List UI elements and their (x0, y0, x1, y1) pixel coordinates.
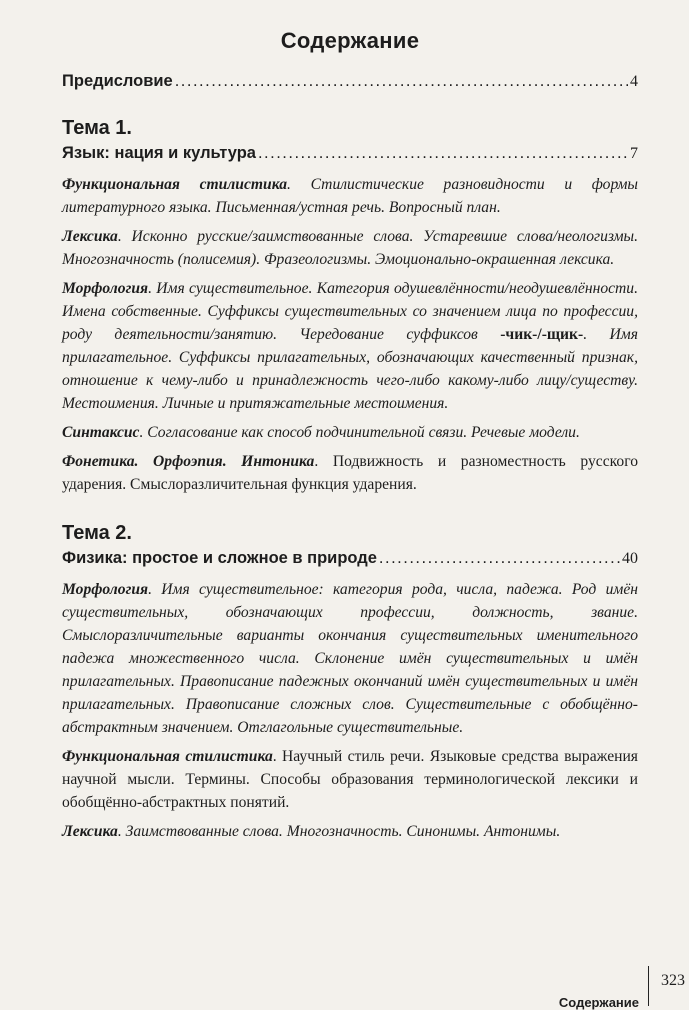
toc-entry-page: 40 (622, 550, 638, 567)
toc-entry-label: Физика: простое и сложное в природе (62, 549, 377, 567)
section-head: Функциональная стилистика (62, 176, 288, 193)
section-text: . Согласование как способ подчинительной связи. Речевые модели. (139, 424, 580, 441)
toc-entry-preface (62, 72, 638, 91)
section-text: . Научный стиль речи. Языковые средства выражения научной мысли. Термины. Способы образования терминологической лексики и обобщённо-абстрактных понятий. (62, 748, 638, 811)
section-text: . Исконно русские/заимствованные слова. Устаревшие слова/неологизмы. Многозначность (полисемия). Фразеологизмы. Эмоционально-окрашенная лексика. (62, 228, 638, 268)
theme-1-section-syntax (62, 421, 638, 444)
toc-entry-theme-1 (62, 144, 638, 163)
footer-divider (648, 966, 649, 1006)
theme-2-heading: Тема 2. (62, 522, 132, 544)
section-head: Лексика (62, 228, 118, 245)
toc-entry-page: 7 (630, 145, 638, 162)
theme-1-section-morphology (62, 277, 638, 415)
theme-1-section-lexicon (62, 225, 638, 271)
toc-content (62, 28, 638, 843)
theme-2-section-stylistics (62, 745, 638, 814)
running-footer-label: Содержание (558, 995, 639, 1010)
section-head: Синтаксис (62, 424, 140, 441)
theme-2-section-lexicon (62, 820, 638, 843)
theme-2-section-morphology (62, 578, 638, 739)
theme-1-section-phonetics (62, 450, 638, 496)
leader-dots (379, 549, 620, 568)
leader-dots (175, 72, 628, 91)
page-number: 323 (661, 972, 685, 989)
section-text: . Подвижность и разноместность русского ударения. Смыслоразличительная функция ударения. (62, 453, 638, 493)
toc-entry-theme-2 (62, 549, 638, 568)
toc-entry-label: Предисловие (62, 72, 173, 90)
section-text: . Имя существительное: категория рода, числа, падежа. Род имён существительных, обозначающих профессии, должность, звание. Смыслоразличительные варианты окончания существительных именительного падежа множественного числа. Склонение имён существительных и имён прилагательных. Правописание падежных окончаний имён существительных и имён прилагательных. Правописание сложных слов. Существительные с обобщённо-абстрактным значением. Отглагольные существительные. (62, 581, 638, 736)
section-text: . Имя прилагательное. Суффиксы прилагательных, обозначающих качественный признак, отношение к чему-либо и принадлежность чего-либо какому-либо лицу/существу. Местоимения. Личные и притяжательные местоимения. (62, 326, 638, 412)
suffix-text: -чик-/-щик- (500, 326, 584, 343)
theme-1-section-stylistics (62, 173, 638, 219)
toc-entry-label: Язык: нация и культура (62, 144, 256, 162)
leader-dots (258, 144, 628, 163)
section-head: Фонетика. Орфоэпия. Интоника (62, 453, 315, 470)
theme-1-heading: Тема 1. (62, 117, 132, 139)
section-head: Лексика (62, 823, 118, 840)
section-head: Морфология (62, 280, 149, 297)
section-head: Функциональная стилистика (62, 748, 273, 765)
page-title: Содержание (280, 28, 420, 53)
section-head: Морфология (62, 581, 149, 598)
section-text: . Заимствованные слова. Многозначность. Синонимы. Антонимы. (117, 823, 561, 840)
section-text: . Имя существительное. Категория одушевлённости/неодушевлённости. Имена собственные. Суффиксы существительных со значением лица по профессии, роду деятельности/занятию. Чередование суффиксов (62, 280, 638, 343)
section-text: . Стилистические разновидности и формы литературного языка. Письменная/устная речь. Вопросный план. (62, 176, 638, 216)
toc-entry-page: 4 (630, 73, 638, 90)
